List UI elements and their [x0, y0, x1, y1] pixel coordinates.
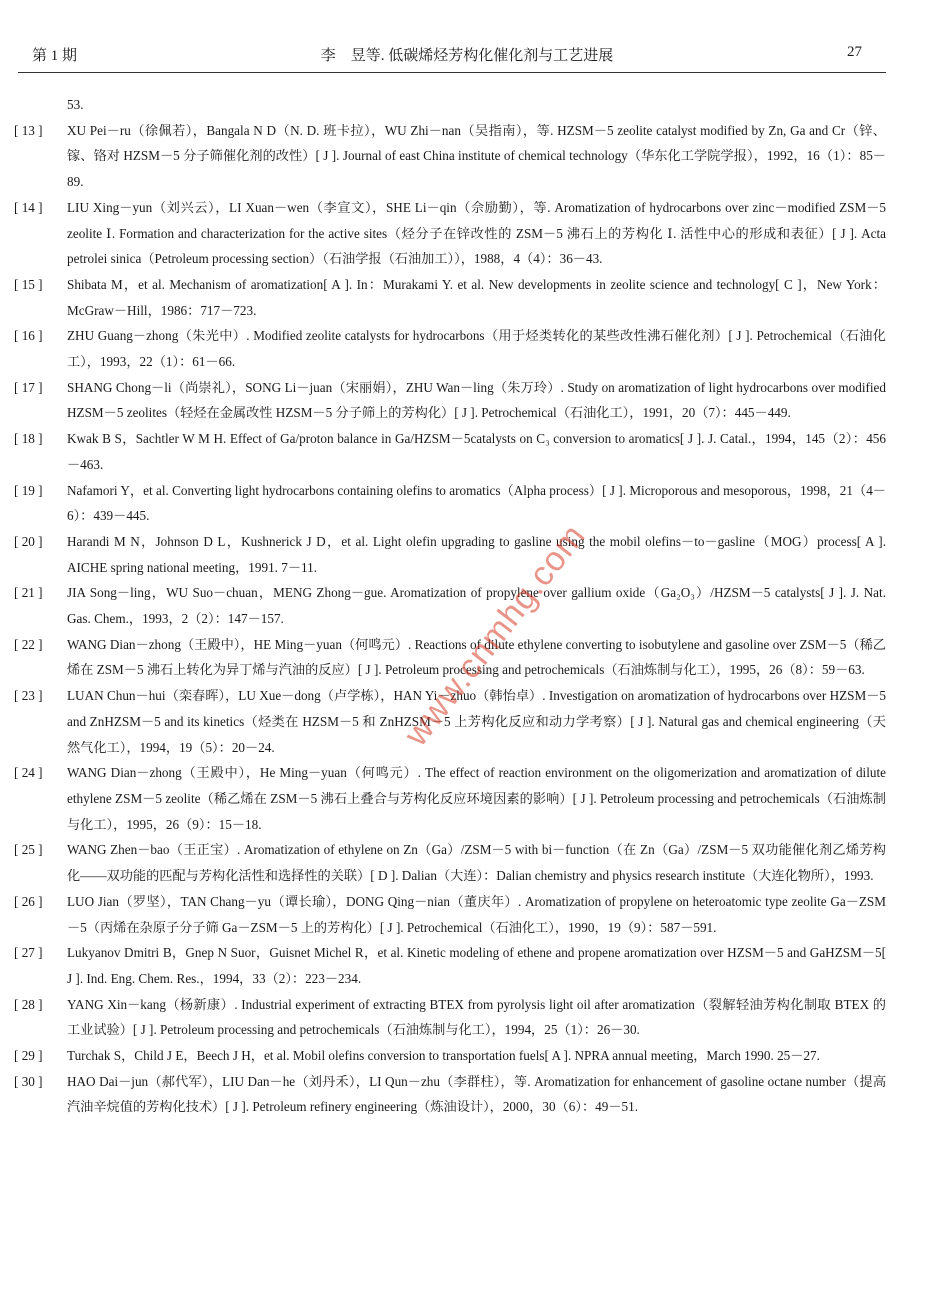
reference-text: Harandi M N，Johnson D L，Kushnerick J D，et al. Light olefin upgrading to gasline using the mobil olefins－to－gasline（MOG）process[ A ]. AICHE spring national meeting，1991. 7－11.	[67, 533, 886, 575]
reference-number: [ 13 ]	[14, 122, 43, 138]
reference-text: XU Pei－ru（徐佩若），Bangala N D（N. D. 班卡拉），WU Zhi－nan（吴指南），等. HZSM－5 zeolite catalyst modified by Zn, Ga and Cr（锌、镓、铬对 HZSM－5 分子筛催化剂的改性）[ J ]. Journal of east China institute of chemical technology（华东化工学院学报），1992，16（1）：85－89.	[67, 122, 886, 190]
issue-label: 第 1 期	[32, 48, 78, 64]
reference-item	[0, 529, 934, 580]
reference-number: [ 27 ]	[14, 945, 43, 961]
reference-number: [ 15 ]	[14, 276, 43, 292]
reference-number: [ 30 ]	[14, 1073, 43, 1089]
reference-text: WANG Dian－zhong（王殿中），He Ming－yuan（何鸣元）. The effect of reaction environment on the oligomerization and aromatization of dilute ethylene ZSM－5 zeolite（稀乙烯在 ZSM－5 沸石上叠合与芳构化反应环境因素的影响）[ J ]. Petroleum processing and petrochemicals（石油炼制与化工），1995，26（9）：15－18.	[67, 765, 886, 832]
reference-text: HAO Dai－jun（郝代军），LIU Dan－he（刘丹禾），LI Qun－zhu（李群柱），等. Aromatization for enhancement of gasoline octane number（提高汽油辛烷值的芳构化技术）[ J ]. Petroleum refinery engineering（炼油设计），2000，30（6）：49－51.	[67, 1073, 886, 1115]
reference-text: Turchak S，Child J E，Beech J H，et al. Mobil olefins conversion to transportation fuels[ A ]. NPRA annual meeting，March 1990. 25－27.	[67, 1048, 820, 1064]
header-rule	[18, 72, 886, 73]
reference-text: ZHU Guang－zhong（朱光中）. Modified zeolite catalysts for hydrocarbons（用于烃类转化的某些改性沸石催化剂）[ J ]. Petrochemical（石油化工），1993，22（1）：61－66.	[67, 328, 886, 370]
reference-number: [ 29 ]	[14, 1048, 43, 1064]
reference-item	[0, 580, 934, 631]
reference-text: Kwak B S，Sachtler W M H. Effect of Ga/proton balance in Ga/HZSM－5catalysts on C₃ conversion to aromatics[ J ]. J. Catal.，1994，145（2）：456－463.	[67, 431, 886, 472]
reference-number: [ 24 ]	[14, 765, 43, 781]
running-title: 李 昱等. 低碳烯烃芳构化催化剂与工艺进展	[320, 48, 614, 64]
reference-item	[0, 375, 934, 426]
reference-item	[0, 118, 934, 195]
watermark: www.cnmhg.com	[396, 516, 593, 753]
reference-item	[0, 683, 934, 760]
reference-item	[0, 889, 934, 940]
reference-text: LUO Jian（罗坚），TAN Chang－yu（谭长瑜），DONG Qing－nian（董庆年）. Aromatization of propylene on heteroatomic type zeolite Ga－ZSM－5（丙烯在杂原子分子筛 Ga－ZSM－5 上的芳构化）[ J ]. Petrochemical（石油化工），1990，19（9）：587－591.	[67, 893, 886, 935]
reference-number: [ 28 ]	[14, 996, 43, 1012]
reference-number: [ 19 ]	[14, 482, 43, 498]
reference-number: [ 21 ]	[14, 585, 43, 601]
reference-number: [ 17 ]	[14, 379, 43, 395]
reference-text: LIU Xing－yun（刘兴云），LI Xuan－wen（李宣文），SHE Li－qin（佘励勤），等. Aromatization of hydrocarbons over zinc－modified ZSM－5 zeolite Ⅰ. Formation and characterization for the active sites（烃分子在锌改性的 ZSM－5 沸石上的芳构化 Ⅰ. 活性中心的形成和表征）[ J ]. Acta petrolei sinica（Petroleum processing section）（石油学报（石油加工）），1988，4（4）：36－43.	[67, 199, 886, 267]
reference-text: JIA Song－ling，WU Suo－chuan，MENG Zhong－gue. Aromatization of propylene over gallium oxide（Ga₂O₃）/HZSM－5 catalysts[ J ]. J. Nat. Gas. Chem.，1993，2（2）：147－157.	[67, 585, 886, 627]
reference-number: [ 20 ]	[14, 533, 43, 549]
reference-text: WANG Dian－zhong（王殿中），HE Ming－yuan（何鸣元）. Reactions of dilute ethylene converting to isobutylene and gasoline over ZSM－5（稀乙烯在 ZSM－5 沸石上转化为异丁烯与汽油的反应）[ J ]. Petroleum processing and petrochemicals（石油炼制与化工），1995，26（8）：59－63.	[67, 636, 886, 678]
reference-text: Shibata M，et al. Mechanism of aromatization[ A ]. In：Murakami Y. et al. New developments in zeolite science and technology[ C ]，New York：McGraw－Hill，1986：717－723.	[67, 276, 886, 318]
reference-number: [ 26 ]	[14, 893, 43, 909]
page-number: 27	[847, 44, 862, 60]
reference-number: [ 25 ]	[14, 842, 43, 858]
reference-item	[0, 1069, 934, 1120]
reference-item	[0, 1043, 934, 1069]
reference-item	[0, 195, 934, 272]
reference-text: YANG Xin－kang（杨新康）. Industrial experiment of extracting BTEX from pyrolysis light oil after aromatization（裂解轻油芳构化制取 BTEX 的工业试验）[ J ]. Petroleum processing and petrochemicals（石油炼制与化工），1994，25（1）：26－30.	[67, 996, 886, 1038]
reference-item	[0, 478, 934, 529]
reference-number: [ 16 ]	[14, 328, 43, 344]
reference-list	[0, 92, 934, 1120]
reference-item	[0, 837, 934, 888]
reference-continuation: 53.	[67, 97, 84, 112]
reference-item	[0, 760, 934, 837]
reference-text: WANG Zhen－bao（王正宝）. Aromatization of ethylene on Zn（Ga）/ZSM－5 with bi－function（在 Zn（Ga）/ZSM－5 双功能催化剂乙烯芳构化——双功能的匹配与芳构化活性和选择性的关联）[ D ]. Dalian（大连）：Dalian chemistry and physics research institute（大连化物所），1993.	[67, 842, 886, 884]
reference-text: LUAN Chun－hui（栾春晖），LU Xue－dong（卢学栋），HAN Yi－zhuo（韩怡卓）. Investigation on aromatization of hydrocarbons over HZSM－5 and ZnHZSM－5 and its kinetics（烃类在 HZSM－5 和 ZnHZSM－5 上芳构化反应和动力学考察）[ J ]. Natural gas and chemical engineering（天然气化工），1994，19（5）：20－24.	[67, 688, 886, 755]
reference-item	[0, 272, 934, 323]
reference-item	[0, 323, 934, 374]
page-header	[0, 0, 934, 74]
reference-text: SHANG Chong－li（尚崇礼），SONG Li－juan（宋丽娟），ZHU Wan－ling（朱万玲）. Study on aromatization of light hydrocarbons over modified HZSM－5 zeolites（轻烃在金属改性 HZSM－5 分子筛上的芳构化）[ J ]. Petrochemical（石油化工），1991，20（7）：445－449.	[67, 379, 886, 421]
reference-number: [ 14 ]	[14, 199, 43, 215]
reference-item	[0, 992, 934, 1043]
reference-text: Lukyanov Dmitri B，Gnep N Suor，Guisnet Michel R，et al. Kinetic modeling of ethene and propene aromatization over HZSM－5 and GaHZSM－5[ J ]. Ind. Eng. Chem. Res.，1994，33（2）：223－234.	[67, 945, 886, 986]
reference-item	[0, 940, 934, 991]
reference-number: [ 22 ]	[14, 636, 43, 652]
reference-item	[0, 632, 934, 683]
reference-item	[0, 426, 934, 477]
reference-number: [ 23 ]	[14, 688, 43, 704]
reference-text: Nafamori Y，et al. Converting light hydrocarbons containing olefins to aromatics（Alpha process）[ J ]. Microporous and mesoporous，1998，21（4－6）：439－445.	[67, 482, 886, 524]
reference-number: [ 18 ]	[14, 431, 43, 447]
